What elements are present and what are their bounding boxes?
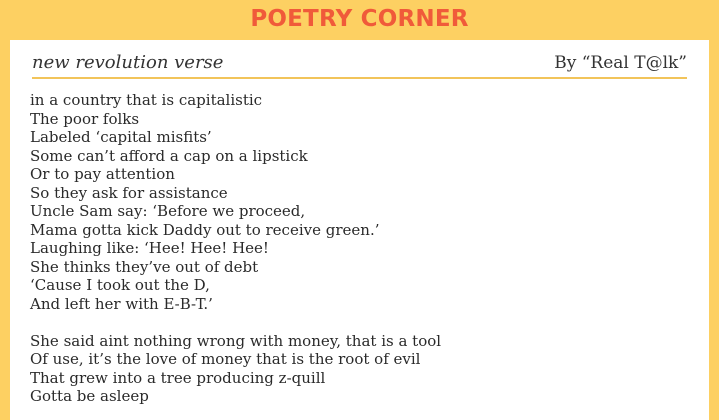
section-header [0, 0, 719, 40]
poem-line: So they ask for assistance [30, 183, 228, 202]
poem-line: And left her with E-B-T.’ [30, 294, 213, 313]
poem-line: ‘Cause I took out the D, [30, 276, 210, 294]
poem-line: Of use, it’s the love of money that is the root of evil [30, 350, 421, 368]
poem-body [30, 91, 690, 406]
poem-line: The poor folks [30, 109, 140, 128]
section-title: POETRY CORNER [250, 6, 469, 32]
article-subhead [32, 51, 687, 79]
poem-line: Gotta be asleep [30, 387, 149, 405]
poem-line: She said aint nothing wrong with money, that is a tool [30, 331, 442, 350]
poem-line: in a country that is capitalistic [30, 91, 263, 109]
stanza-break [30, 313, 690, 332]
poem-line: That grew into a tree producing z-quill [30, 368, 326, 387]
poem-line: Labeled ‘capital misfits’ [30, 128, 212, 146]
poem-line: She thinks they’ve out of debt [30, 257, 259, 276]
poem-line: Mama gotta kick Daddy out to receive green.’ [30, 220, 380, 239]
poem-line: Laughing like: ‘Hee! Hee! Hee! [30, 239, 269, 257]
poem-line: Or to pay attention [30, 165, 175, 183]
poem-line: Uncle Sam say: ‘Before we proceed, [30, 202, 306, 220]
poem-title: new revolution verse [32, 52, 224, 73]
poem-line: Some can’t afford a cap on a lipstick [30, 146, 308, 165]
poem-byline: By “Real T@lk” [554, 53, 687, 73]
article-panel [10, 40, 709, 420]
